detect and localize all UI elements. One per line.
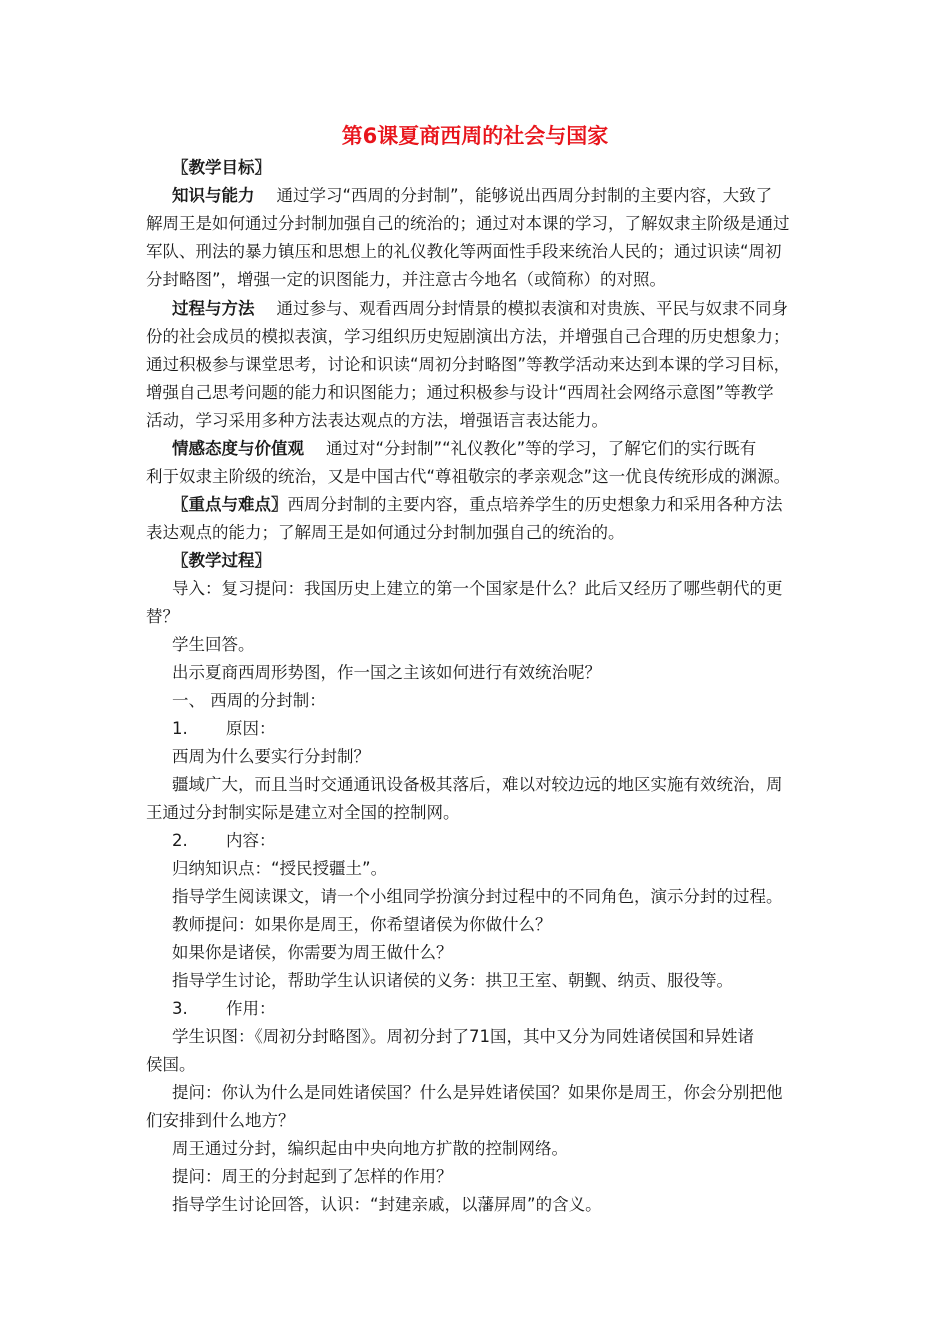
body-line: 指导学生阅读课文，请一个小组同学扮演分封过程中的不同角色，演示分封的过程。 bbox=[172, 887, 783, 906]
body-line: 们安排到什么地方？ bbox=[146, 1111, 295, 1130]
process-paragraph-line: 份的社会成员的模拟表演，学习组织历史短剧演出方法，并增强自己合理的历史想象力； bbox=[146, 327, 790, 346]
knowledge-label: 知识与能力 bbox=[172, 186, 255, 205]
body-line: 替？ bbox=[146, 607, 179, 626]
keypoints-paragraph-line: 〖重点与难点〗西周分封制的主要内容，重点培养学生的历史想象力和采用各种方法 bbox=[172, 495, 783, 514]
body-line: 学生回答。 bbox=[172, 635, 255, 654]
body-line: 指导学生讨论，帮助学生认识诸侯的义务：拱卫王室、朝觐、纳贡、服役等。 bbox=[172, 971, 733, 990]
section-heading: 一、 西周的分封制： bbox=[172, 691, 326, 710]
body-line: 教师提问：如果你是周王，你希望诸侯为你做什么？ bbox=[172, 915, 552, 934]
body-line: 疆域广大，而且当时交通通讯设备极其落后，难以对较边远的地区实施有效统治，周 bbox=[172, 775, 783, 794]
body-line: 侯国。 bbox=[146, 1055, 196, 1074]
emotion-label: 情感态度与价值观 bbox=[172, 439, 304, 458]
list-item: 1. 原因： bbox=[172, 719, 276, 738]
knowledge-paragraph-line: 分封略图”，增强一定的识图能力，并注意古今地名（或简称）的对照。 bbox=[146, 270, 667, 289]
knowledge-paragraph-line: 解周王是如何通过分封制加强自己的统治的；通过对本课的学习，了解奴隶主阶级是通过 bbox=[146, 214, 790, 233]
process-paragraph-line: 增强自己思考问题的能力和识图能力；通过积极参与设计“西周社会网络示意图”等教学 bbox=[146, 383, 774, 402]
body-line: 学生识图：《周初分封略图》。周初分封了71国，其中又分为同姓诸侯国和异姓诸 bbox=[172, 1027, 754, 1046]
body-line: 提问：你认为什么是同姓诸侯国？什么是异姓诸侯国？如果你是周王，你会分别把他 bbox=[172, 1083, 783, 1102]
knowledge-paragraph-line: 军队、刑法的暴力镇压和思想上的礼仪教化等两面性手段来统治人民的；通过识读“周初 bbox=[146, 242, 782, 261]
body-line: 周王通过分封，编织起由中央向地方扩散的控制网络。 bbox=[172, 1139, 568, 1158]
process-paragraph-line: 过程与方法 通过参与、观看西周分封情景的模拟表演和对贵族、平民与奴隶不同身 bbox=[172, 299, 788, 318]
process-paragraph-line: 活动，学习采用多种方法表达观点的方法，增强语言表达能力。 bbox=[146, 411, 608, 430]
body-line: 出示夏商西周形势图，作一国之主该如何进行有效统治呢？ bbox=[172, 663, 601, 682]
body-line: 王通过分封制实际是建立对全国的控制网。 bbox=[146, 803, 460, 822]
body-line: 西周为什么要实行分封制？ bbox=[172, 747, 370, 766]
keypoints-paragraph-line: 表达观点的能力；了解周王是如何通过分封制加强自己的统治的。 bbox=[146, 523, 625, 542]
process-label: 过程与方法 bbox=[172, 299, 255, 318]
process-paragraph-line: 通过积极参与课堂思考，讨论和识读“周初分封略图”等教学活动来达到本课的学习目标， bbox=[146, 355, 791, 374]
list-item: 2. 内容： bbox=[172, 831, 276, 850]
page-title: 第6课夏商西周的社会与国家 bbox=[341, 124, 609, 148]
emotion-paragraph-line: 利于奴隶主阶级的统治，又是中国古代“尊祖敬宗的孝亲观念”这一优良传统形成的渊源。 bbox=[146, 467, 791, 486]
emotion-paragraph-line: 情感态度与价值观 通过对“分封制”“礼仪教化”等的学习，了解它们的实行既有 bbox=[172, 439, 757, 458]
knowledge-paragraph-line: 知识与能力 通过学习“西周的分封制”，能够说出西周分封制的主要内容，大致了 bbox=[172, 186, 773, 205]
body-line: 导入：复习提问：我国历史上建立的第一个国家是什么？此后又经历了哪些朝代的更 bbox=[172, 579, 783, 598]
body-line: 归纳知识点：“授民授疆土”。 bbox=[172, 859, 388, 878]
body-line: 如果你是诸侯，你需要为周王做什么？ bbox=[172, 943, 453, 962]
body-line: 提问：周王的分封起到了怎样的作用？ bbox=[172, 1167, 453, 1186]
keypoints-label: 〖重点与难点〗 bbox=[172, 495, 288, 514]
list-item: 3. 作用： bbox=[172, 999, 276, 1018]
objectives-heading: 〖教学目标〗 bbox=[172, 158, 271, 177]
body-line: 指导学生讨论回答，认识：“封建亲戚，以藩屏周”的含义。 bbox=[172, 1195, 602, 1214]
process-heading: 〖教学过程〗 bbox=[172, 551, 271, 570]
